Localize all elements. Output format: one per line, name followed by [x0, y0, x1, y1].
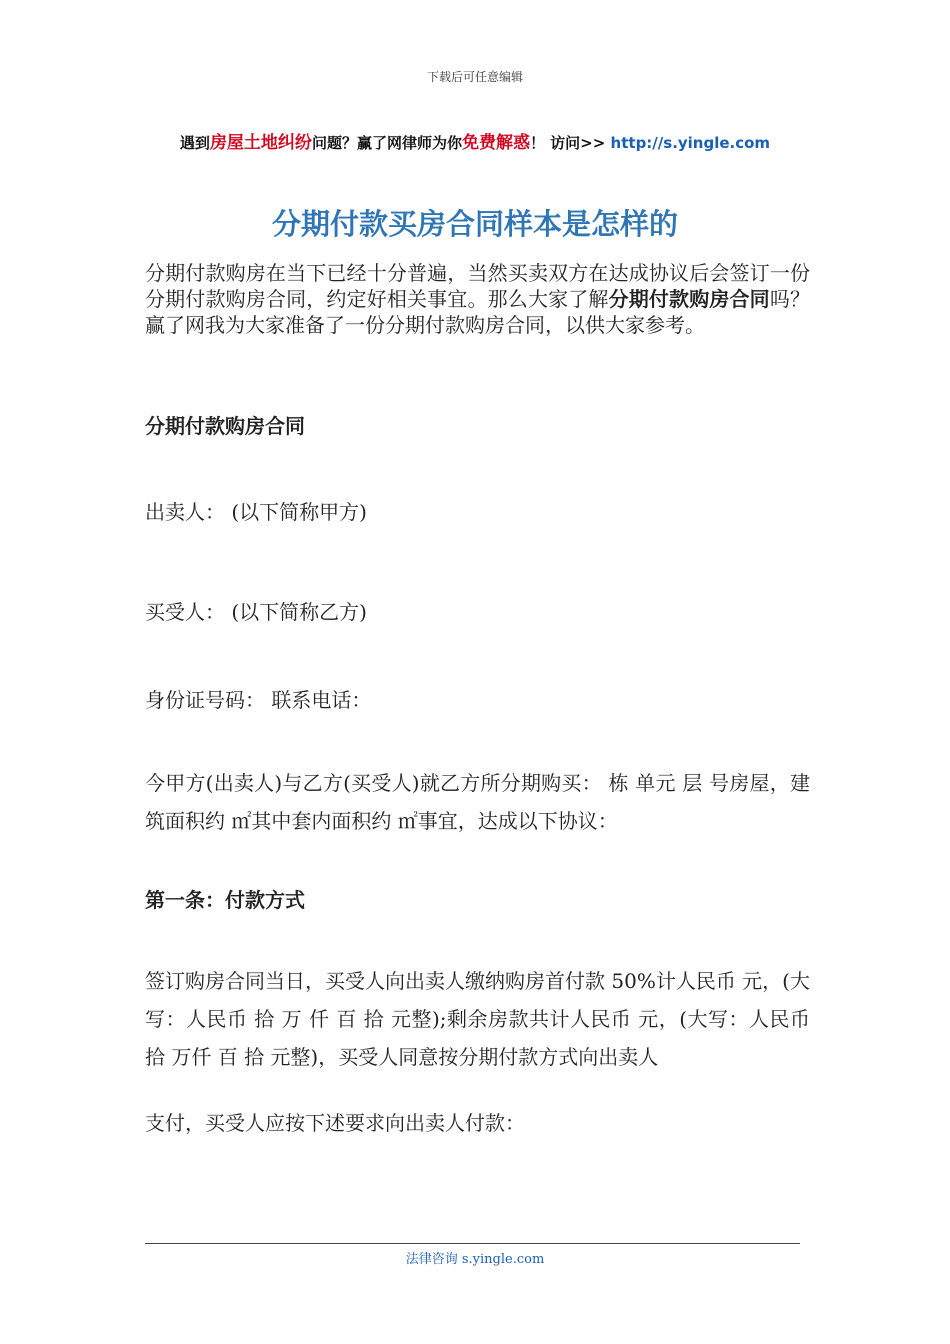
article1-title: 第一条：付款方式 [145, 888, 305, 912]
contract-title: 分期付款购房合同 [145, 414, 305, 438]
promo-suffix: ！ 访问>> [529, 134, 611, 152]
promo-link[interactable]: http://s.yingle.com [610, 134, 771, 152]
header-note: 下载后可任意编辑 [426, 70, 523, 84]
footer-divider [145, 1243, 800, 1244]
buyer-line: 买受人： (以下简称乙方) [145, 600, 367, 624]
promo-middle: 问题？赢了网律师为你 [311, 134, 462, 152]
intro-bold-term: 分期付款购房合同 [608, 287, 770, 311]
intro-paragraph [145, 260, 810, 338]
id-contact-line: 身份证号码： 联系电话： [145, 688, 372, 712]
article1-body: 签订购房合同当日，买受人向出卖人缴纳购房首付款 50%计人民币 元，(大写：人民币 拾 万 仟 百 拾 元整);剩余房款共计人民币 元，(大写：人民币 拾 万仟 百 拾 元整)，买受人同意按分期付款方式向出卖人 [145, 969, 810, 1069]
promo-highlight-dispute: 房屋土地纠纷 [209, 133, 312, 153]
promo-highlight-free: 免费解惑 [461, 133, 530, 153]
footer-text: 法律咨询 s.yingle.com [405, 1252, 545, 1267]
article1-body-end: 支付，买受人应按下述要求向出卖人付款： [145, 1111, 525, 1135]
intro-text-1: 分期付款购房在当下已经十分普遍，当然买卖双方在达成协议后会签订一份分期付款购房合同，约定好相关事宜。那么大家了解 [145, 261, 810, 311]
agreement-paragraph: 今甲方(出卖人)与乙方(买受人)就乙方所分期购买： 栋 单元 层 号房屋，建筑面积约 ㎡其中套内面积约 ㎡事宜，达成以下协议： [145, 771, 810, 833]
promo-banner [0, 128, 950, 153]
seller-line: 出卖人： (以下简称甲方) [145, 500, 367, 524]
promo-prefix: 遇到 [179, 134, 210, 152]
intro-text-2: 吗？赢了网我为大家准备了一份分期付款购房合同，以供大家参考。 [145, 287, 810, 337]
document-title: 分期付款买房合同样本是怎样的 [271, 207, 678, 241]
